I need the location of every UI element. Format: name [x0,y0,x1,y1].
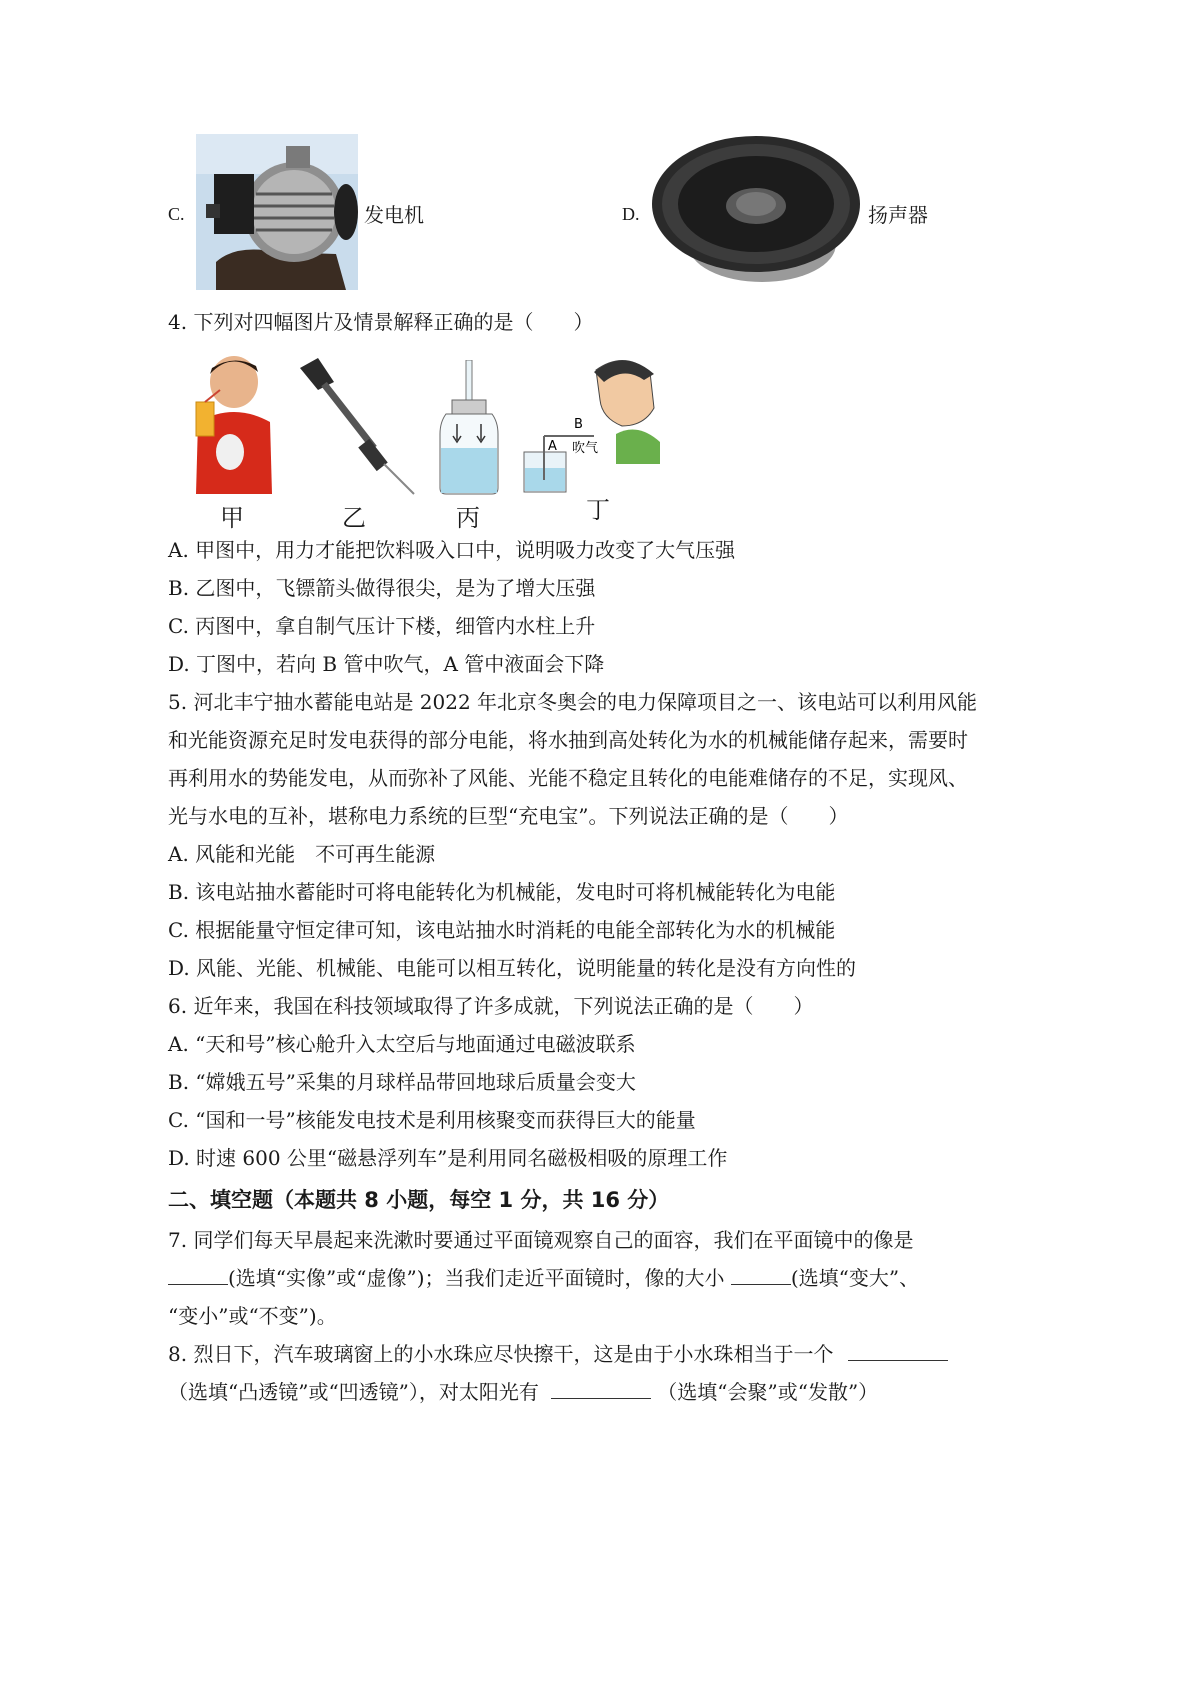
blow-air-label: 吹气 [572,441,599,456]
q5-option-a: A. 风能和光能 不可再生能源 [168,842,436,866]
q5-option-c: C. 根据能量守恒定律可知，该电站抽水时消耗的电能全部转化为水的机械能 [168,918,836,942]
figure-ding-blowing [520,356,666,496]
option-c-caption: 发电机 [364,203,424,227]
q5-stem-line: 5. 河北丰宁抽水蓄能电站是 2022 年北京冬奥会的电力保障项目之一、该电站可以利用风能 [168,690,978,714]
figure-label-bing: 丙 [456,504,480,532]
q4-option-b: B. 乙图中，飞镖箭头做得很尖，是为了增大压强 [168,576,596,600]
option-d-letter: D. [622,204,640,224]
q5-stem-line: 光与水电的互补，堪称电力系统的巨型“充电宝”。下列说法正确的是（ ） [168,804,849,828]
q4-stem: 4. 下列对四幅图片及情景解释正确的是（ ） [168,310,594,334]
q8-line1: 8. 烈日下，汽车玻璃窗上的小水珠应尽快擦干，这是由于小水珠相当于一个 [168,1340,948,1368]
figure-label-ding: 丁 [586,496,610,524]
figure-bing-barometer [432,360,506,496]
q6-option-c: C. “国和一号”核能发电技术是利用核聚变而获得巨大的能量 [168,1108,696,1132]
figure-yi-dart [296,356,420,496]
section-heading: 二、填空题（本题共 8 小题，每空 1 分，共 16 分） [168,1188,670,1212]
q6-option-b: B. “嫦娥五号”采集的月球样品带回地球后质量会变大 [168,1070,636,1094]
speaker-image [650,134,862,286]
answer-blank[interactable] [551,1378,651,1399]
q8-line2: （选填“凸透镜”或“凹透镜”），对太阳光有 （选填“会聚”或“发散”） [168,1380,879,1404]
q5-stem-line: 和光能资源充足时发电获得的部分电能，将水抽到高处转化为水的机械能储存起来，需要时 [168,728,968,752]
figure-label-jia: 甲 [220,504,244,532]
q6-option-d: D. 时速 600 公里“磁悬浮列车”是利用同名磁极相吸的原理工作 [168,1146,728,1170]
q6-stem: 6. 近年来，我国在科技领域取得了许多成就，下列说法正确的是（ ） [168,994,814,1018]
figure-jia-boy-drinking [190,352,274,494]
answer-blank[interactable] [168,1264,228,1285]
answer-blank[interactable] [848,1340,948,1361]
tube-b-label: B [574,417,583,432]
q5-stem-line: 再利用水的势能发电，从而弥补了风能、光能不稳定且转化的电能难储存的不足，实现风、 [168,766,968,790]
option-d-caption: 扬声器 [868,203,928,227]
tube-a-label: A [548,439,557,454]
generator-image [196,134,358,290]
q7-line1: 7. 同学们每天早晨起来洗漱时要通过平面镜观察自己的面容，我们在平面镜中的像是 [168,1228,914,1252]
q6-option-a: A. “天和号”核心舱升入太空后与地面通过电磁波联系 [168,1032,636,1056]
q5-option-d: D. 风能、光能、机械能、电能可以相互转化，说明能量的转化是没有方向性的 [168,956,857,980]
q7-line2: (选填“实像”或“虚像”)；当我们走近平面镜时，像的大小 (选填“变大”、 [168,1264,919,1292]
q4-option-c: C. 丙图中，拿自制气压计下楼，细管内水柱上升 [168,614,596,638]
option-c-letter: C. [168,204,185,224]
answer-blank[interactable] [731,1264,791,1285]
figure-label-yi: 乙 [342,504,366,532]
q7-line3: “变小”或“不变”)。 [168,1304,337,1328]
q4-option-d: D. 丁图中，若向 B 管中吹气，A 管中液面会下降 [168,652,605,676]
q5-option-b: B. 该电站抽水蓄能时可将电能转化为机械能，发电时可将机械能转化为电能 [168,880,836,904]
q4-option-a: A. 甲图中，用力才能把饮料吸入口中，说明吸力改变了大气压强 [168,538,736,562]
